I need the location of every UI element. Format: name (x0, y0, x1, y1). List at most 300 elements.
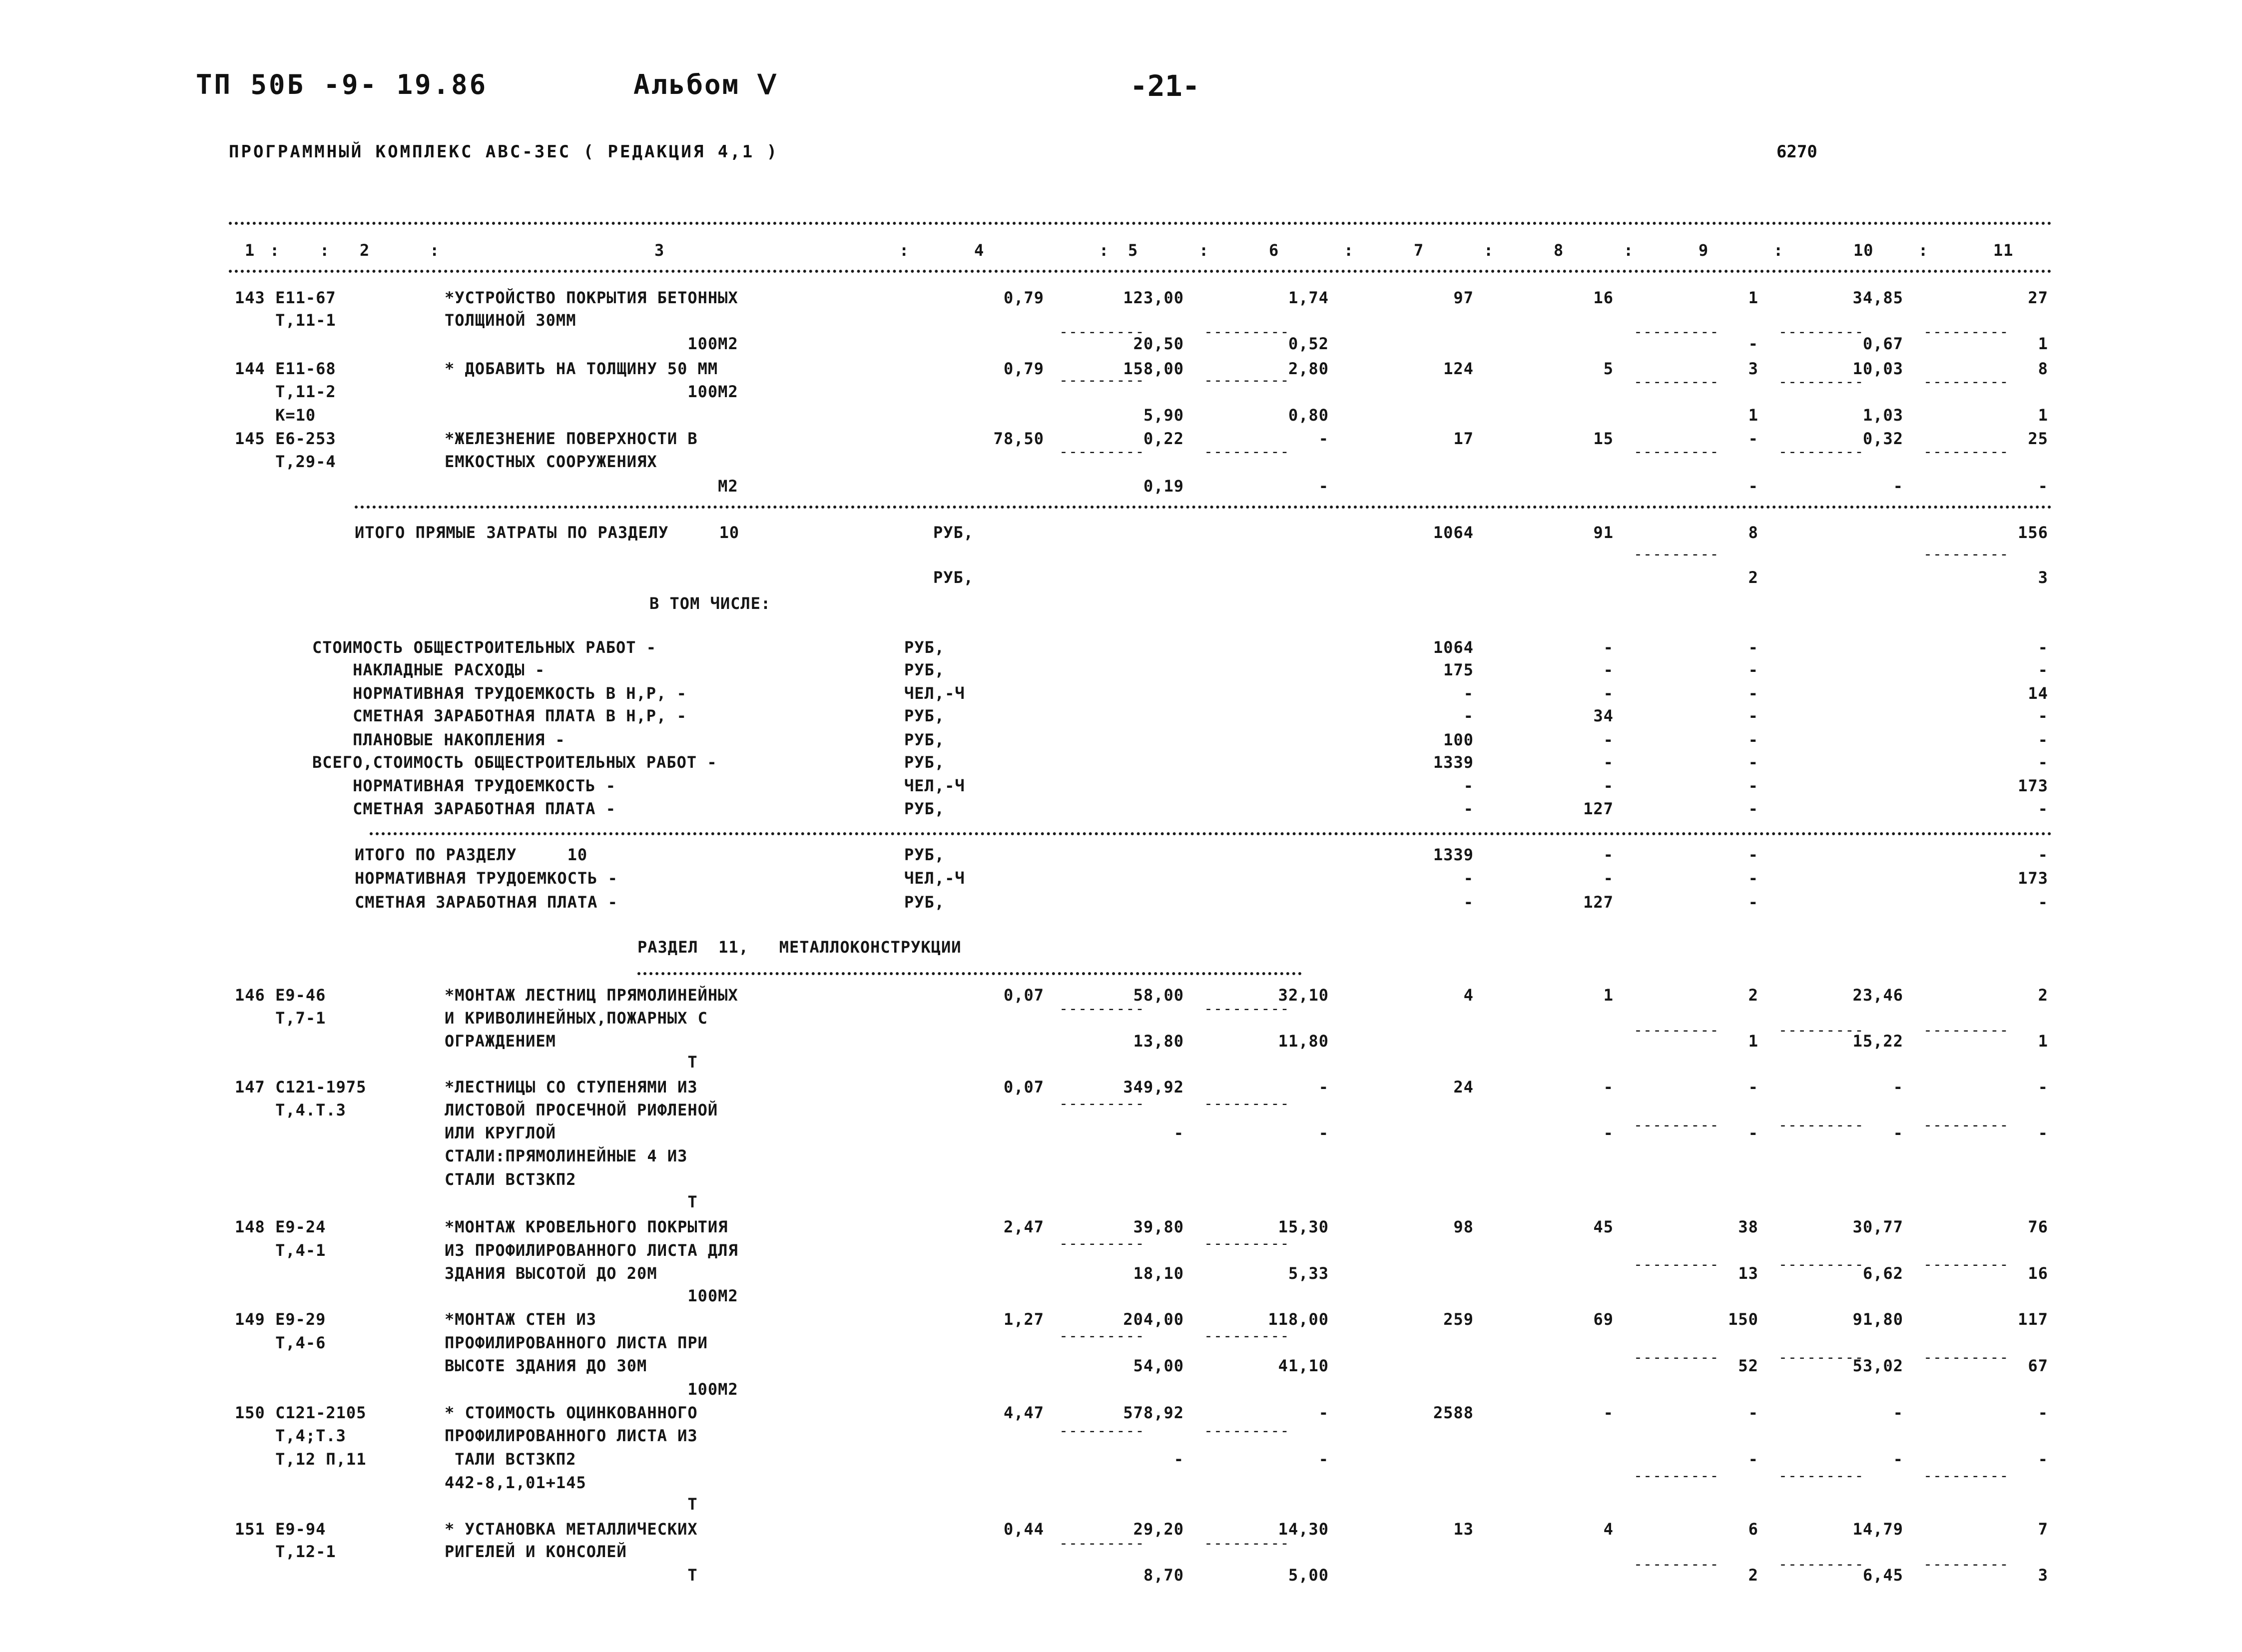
row-value-c10: - (1893, 477, 1903, 496)
breakdown-c7: - (1463, 776, 1474, 795)
row-description: Т (445, 1192, 698, 1211)
row-value-c9: - (1748, 1123, 1758, 1142)
breakdown-c7: 1064 (1433, 638, 1474, 657)
row-description: ИЗ ПРОФИЛИРОВАННОГО ЛИСТА ДЛЯ (445, 1241, 738, 1260)
row-description: 100М2 (445, 334, 738, 353)
table-top-rule (229, 222, 2052, 225)
breakdown-c8: 127 (1583, 799, 1614, 818)
row-value-c5: 5,90 (1143, 406, 1184, 425)
row-value-c4: 0,79 (1003, 359, 1044, 378)
row-value-c6: - (1318, 1403, 1329, 1422)
row-description: ЗДАНИЯ ВЫСОТОЙ ДО 20М (445, 1264, 657, 1283)
row-value-c11: 25 (2028, 429, 2048, 448)
row-description: М2 (445, 477, 738, 496)
subtotal-dash: --------- (1634, 1471, 1719, 1481)
breakdown-rule (370, 832, 2052, 835)
row-value-c10: 34,85 (1852, 288, 1903, 307)
breakdown-label: СМЕТНАЯ ЗАРАБОТНАЯ ПЛАТА В Н,Р, - (312, 706, 687, 725)
row-value-c4: 4,47 (1003, 1403, 1044, 1422)
row-value-c8: - (1603, 1403, 1614, 1422)
subtotal-dash: --------- (1204, 1539, 1290, 1549)
subtotal-dash: --------- (1634, 1120, 1719, 1130)
row-code: 150 С121-2105 (235, 1403, 367, 1422)
subtotal-dash: --------- (1923, 377, 2009, 387)
section-total-c9: - (1748, 893, 1758, 912)
row-value-c10: 1,03 (1862, 406, 1903, 425)
row-value-c9: 52 (1738, 1356, 1758, 1375)
row-value-c8: 69 (1593, 1310, 1614, 1329)
subtotal-dash: --------- (1204, 327, 1290, 337)
section-10-end-rule (355, 506, 2052, 509)
row-value-c6: - (1318, 477, 1329, 496)
row-value-c11: 1 (2038, 334, 2048, 353)
breakdown-label: ВСЕГО,СТОИМОСТЬ ОБЩЕСТРОИТЕЛЬНЫХ РАБОТ - (312, 753, 717, 772)
including-label: В ТОМ ЧИСЛЕ: (649, 594, 771, 613)
row-value-c7: 2588 (1433, 1403, 1474, 1422)
row-code: К=10 (235, 406, 316, 425)
subtotal-dash: --------- (1059, 327, 1145, 337)
breakdown-c8: - (1603, 684, 1614, 703)
row-code: Т,4.Т.3 (235, 1101, 346, 1119)
row-code: Т,7-1 (235, 1009, 326, 1028)
column-separator: : (899, 241, 910, 260)
row-code: 146 Е9-46 (235, 986, 326, 1005)
column-header-1: 1 (245, 241, 255, 260)
column-separator: : (1099, 241, 1110, 260)
sheet-number: 6270 (1776, 142, 1817, 162)
row-value-c5: 349,92 (1123, 1078, 1184, 1097)
subtotal-dash: --------- (1204, 1099, 1290, 1109)
totals-c11: 156 (2018, 523, 2048, 542)
breakdown-c7: - (1463, 799, 1474, 818)
breakdown-c9: - (1748, 753, 1758, 772)
row-value-c4: 0,07 (1003, 986, 1044, 1005)
subtotal-dash: --------- (1634, 377, 1719, 387)
row-value-c10: 6,45 (1862, 1566, 1903, 1585)
breakdown-label: СМЕТНАЯ ЗАРАБОТНАЯ ПЛАТА - (312, 799, 616, 818)
subtotal-dash: --------- (1204, 1426, 1290, 1436)
row-value-c7: 98 (1453, 1217, 1474, 1236)
row-value-c9: - (1748, 1403, 1758, 1422)
page-number: -21- (1130, 69, 1200, 103)
breakdown-c11: - (2038, 638, 2048, 657)
row-description: ИЛИ КРУГЛОЙ (445, 1123, 556, 1142)
subtotal-dash: --------- (1059, 1004, 1145, 1014)
row-value-c8: - (1603, 1078, 1614, 1097)
row-value-c8: 16 (1593, 288, 1614, 307)
column-header-rule (229, 270, 2052, 273)
row-value-c6: 2,80 (1288, 359, 1329, 378)
column-separator: : (1199, 241, 1209, 260)
section-total-unit: РУБ, (904, 893, 945, 912)
row-value-c6: 5,33 (1288, 1264, 1329, 1283)
row-description: ВЫСОТЕ ЗДАНИЯ ДО 30М (445, 1356, 647, 1375)
album-label: Альбом Ⅴ (633, 69, 778, 100)
row-value-c9: - (1748, 477, 1758, 496)
section-total-c8: - (1603, 869, 1614, 888)
subtotal-dash: --------- (1923, 327, 2009, 337)
section-total-c9: - (1748, 869, 1758, 888)
row-value-c9: 1 (1748, 288, 1758, 307)
subtotal-dash: --------- (1923, 1120, 2009, 1130)
column-separator: : (1484, 241, 1494, 260)
row-value-c9: 13 (1738, 1264, 1758, 1283)
row-value-c10: 15,22 (1852, 1032, 1903, 1051)
row-value-c11: 1 (2038, 406, 2048, 425)
row-value-c10: 10,03 (1852, 359, 1903, 378)
subtotal-dash: --------- (1923, 1471, 2009, 1481)
column-header-11: 11 (1993, 241, 2014, 260)
row-value-c6: 41,10 (1278, 1356, 1329, 1375)
subtotal-dash: --------- (1204, 1331, 1290, 1341)
row-value-c7: 13 (1453, 1520, 1474, 1539)
breakdown-c8: - (1603, 730, 1614, 749)
row-value-c5: 0,22 (1143, 429, 1184, 448)
subtotal-dash: --------- (1059, 1239, 1145, 1249)
row-value-c11: - (2038, 477, 2048, 496)
totals-label: ИТОГО ПРЯМЫЕ ЗАТРАТЫ ПО РАЗДЕЛУ 10 (355, 523, 740, 542)
section-total-c11: - (2038, 845, 2048, 864)
section-total-label: НОРМАТИВНАЯ ТРУДОЕМКОСТЬ - (355, 869, 618, 888)
row-code: Т,11-1 (235, 311, 336, 330)
breakdown-unit: РУБ, (904, 753, 945, 772)
row-value-c11: 67 (2028, 1356, 2048, 1375)
row-value-c11: 117 (2018, 1310, 2048, 1329)
section-total-c8: 127 (1583, 893, 1614, 912)
breakdown-c11: - (2038, 730, 2048, 749)
row-value-c7: 17 (1453, 429, 1474, 448)
row-value-c9: - (1748, 1450, 1758, 1469)
row-description: ПРОФИЛИРОВАННОГО ЛИСТА ИЗ (445, 1426, 698, 1445)
column-header-7: 7 (1414, 241, 1424, 260)
row-value-c10: 14,79 (1852, 1520, 1903, 1539)
row-description: СТАЛИ ВСТ3КП2 (445, 1170, 576, 1189)
row-description: *МОНТАЖ ЛЕСТНИЦ ПРЯМОЛИНЕЙНЫХ (445, 986, 738, 1005)
subtotal-dash: --------- (1923, 447, 2009, 457)
breakdown-c9: - (1748, 660, 1758, 679)
row-value-c11: 2 (2038, 986, 2048, 1005)
row-code: 143 Е11-67 (235, 288, 336, 307)
section-total-unit: ЧЕЛ,-Ч (904, 869, 965, 888)
breakdown-unit: РУБ, (904, 638, 945, 657)
subtotal-dash: --------- (1204, 1239, 1290, 1249)
row-description: *ЛЕСТНИЦЫ СО СТУПЕНЯМИ ИЗ (445, 1078, 698, 1097)
row-code: Т,12 П,11 (235, 1450, 367, 1469)
row-value-c10: 91,80 (1852, 1310, 1903, 1329)
row-value-c4: 1,27 (1003, 1310, 1044, 1329)
breakdown-c9: - (1748, 684, 1758, 703)
row-description: ЕМКОСТНЫХ СООРУЖЕНИЯХ (445, 452, 657, 471)
row-value-c10: 23,46 (1852, 986, 1903, 1005)
subtotal-dash: --------- (1778, 1120, 1864, 1130)
row-value-c7: 124 (1443, 359, 1474, 378)
totals-c9: 8 (1748, 523, 1758, 542)
row-value-c11: - (2038, 1123, 2048, 1142)
breakdown-c9: - (1748, 776, 1758, 795)
column-separator: : (1918, 241, 1929, 260)
row-value-c9: 1 (1748, 1032, 1758, 1051)
subtotal-dash: --------- (1634, 447, 1719, 457)
column-header-4: 4 (974, 241, 985, 260)
row-value-c8: 15 (1593, 429, 1614, 448)
row-code: 147 С121-1975 (235, 1078, 367, 1097)
column-header-2: 2 (360, 241, 370, 260)
section-total-c7: 1339 (1433, 845, 1474, 864)
column-separator: : (270, 241, 280, 260)
breakdown-unit: РУБ, (904, 799, 945, 818)
totals-unit: РУБ, (933, 523, 974, 542)
row-value-c7: 97 (1453, 288, 1474, 307)
section-total-c7: - (1463, 893, 1474, 912)
breakdown-unit: РУБ, (904, 706, 945, 725)
row-value-c7: 4 (1463, 986, 1474, 1005)
section-11-title: РАЗДЕЛ 11, МЕТАЛЛОКОНСТРУКЦИИ (637, 938, 962, 957)
row-value-c5: 578,92 (1123, 1403, 1184, 1422)
breakdown-c11: 173 (2018, 776, 2048, 795)
row-value-c10: 30,77 (1852, 1217, 1903, 1236)
breakdown-label: НАКЛАДНЫЕ РАСХОДЫ - (312, 660, 546, 679)
breakdown-c7: 175 (1443, 660, 1474, 679)
row-value-c6: 5,00 (1288, 1566, 1329, 1585)
row-value-c5: 0,19 (1143, 477, 1184, 496)
row-value-c6: 118,00 (1268, 1310, 1329, 1329)
row-value-c6: 0,80 (1288, 406, 1329, 425)
row-value-c8: 1 (1603, 986, 1614, 1005)
row-value-c4: 78,50 (993, 429, 1044, 448)
row-value-c10: - (1893, 1450, 1903, 1469)
row-code: Т,4-1 (235, 1241, 326, 1260)
row-description: 442-8,1,01+145 (445, 1473, 586, 1492)
row-value-c6: - (1318, 1450, 1329, 1469)
row-description: 100М2 (445, 1380, 738, 1399)
breakdown-c11: - (2038, 753, 2048, 772)
row-value-c6: 1,74 (1288, 288, 1329, 307)
subtotal-dash: --------- (1204, 447, 1290, 457)
breakdown-label: ПЛАНОВЫЕ НАКОПЛЕНИЯ - (312, 730, 565, 749)
row-code: Т,4;Т.3 (235, 1426, 346, 1445)
totals-c8: 91 (1593, 523, 1614, 542)
breakdown-unit: ЧЕЛ,-Ч (904, 684, 965, 703)
row-value-c11: - (2038, 1078, 2048, 1097)
subtotal-dash: --------- (1059, 1426, 1145, 1436)
section-11-underline (637, 972, 1302, 975)
program-title: ПРОГРАММНЫЙ КОМПЛЕКС АВС-3ЕС ( РЕДАКЦИЯ 4,1 ) (229, 142, 779, 162)
column-header-9: 9 (1698, 241, 1709, 260)
subtotal-dash: --------- (1778, 447, 1864, 457)
breakdown-unit: РУБ, (904, 660, 945, 679)
section-total-c11: 173 (2018, 869, 2048, 888)
row-value-c10: - (1893, 1123, 1903, 1142)
breakdown-c8: - (1603, 638, 1614, 657)
row-value-c5: - (1173, 1123, 1184, 1142)
row-value-c11: 1 (2038, 1032, 2048, 1051)
subtotal-dash: --------- (1204, 376, 1290, 386)
row-value-c11: 3 (2038, 1566, 2048, 1585)
row-value-c5: 39,80 (1133, 1217, 1184, 1236)
row-value-c6: 11,80 (1278, 1032, 1329, 1051)
subtotal-dash: --------- (1059, 1331, 1145, 1341)
row-value-c5: 158,00 (1123, 359, 1184, 378)
row-value-c10: 6,62 (1862, 1264, 1903, 1283)
totals-c9b: 2 (1748, 568, 1758, 587)
row-value-c5: 18,10 (1133, 1264, 1184, 1283)
breakdown-unit: РУБ, (904, 730, 945, 749)
row-value-c9: - (1748, 334, 1758, 353)
subtotal-dash: --------- (1778, 1471, 1864, 1481)
row-description: Т (445, 1566, 698, 1585)
column-header-3: 3 (654, 241, 665, 260)
subtotal-dash: --------- (1778, 377, 1864, 387)
subtotal-dash: --------- (1923, 1260, 2009, 1270)
row-description: ЛИСТОВОЙ ПРОСЕЧНОЙ РИФЛЕНОЙ (445, 1101, 718, 1119)
row-value-c4: 0,44 (1003, 1520, 1044, 1539)
totals-c11b: 3 (2038, 568, 2048, 587)
row-value-c5: 204,00 (1123, 1310, 1184, 1329)
row-description: СТАЛИ:ПРЯМОЛИНЕЙНЫЕ 4 ИЗ (445, 1146, 688, 1165)
row-value-c5: 20,50 (1133, 334, 1184, 353)
subtotal-dash: --------- (1923, 1560, 2009, 1570)
row-description: ТОЛЩИНОЙ 30ММ (445, 311, 576, 330)
row-value-c8: - (1603, 1123, 1614, 1142)
section-total-c7: - (1463, 869, 1474, 888)
subtotal-dash: --------- (1778, 1026, 1864, 1036)
column-header-5: 5 (1128, 241, 1138, 260)
subtotal-dash: --------- (1634, 550, 1719, 559)
row-description: *МОНТАЖ КРОВЕЛЬНОГО ПОКРЫТИЯ (445, 1217, 728, 1236)
row-description: * ДОБАВИТЬ НА ТОЛЩИНУ 50 ММ (445, 359, 718, 378)
row-description: 100М2 (445, 382, 738, 401)
row-value-c9: 2 (1748, 1566, 1758, 1585)
row-value-c5: 13,80 (1133, 1032, 1184, 1051)
breakdown-c11: 14 (2028, 684, 2048, 703)
row-description: Т (445, 1495, 698, 1514)
row-description: И КРИВОЛИНЕЙНЫХ,ПОЖАРНЫХ С (445, 1009, 708, 1028)
row-code: Т,12-1 (235, 1542, 336, 1561)
row-value-c6: 32,10 (1278, 986, 1329, 1005)
row-description: *МОНТАЖ СТЕН ИЗ (445, 1310, 596, 1329)
row-description: ОГРАЖДЕНИЕМ (445, 1032, 556, 1051)
row-description: РИГЕЛЕЙ И КОНСОЛЕЙ (445, 1542, 627, 1561)
row-value-c9: - (1748, 429, 1758, 448)
column-header-6: 6 (1269, 241, 1279, 260)
row-code: 149 Е9-29 (235, 1310, 326, 1329)
column-separator: : (430, 241, 440, 260)
breakdown-label: СТОИМОСТЬ ОБЩЕСТРОИТЕЛЬНЫХ РАБОТ - (312, 638, 657, 657)
breakdown-unit: ЧЕЛ,-Ч (904, 776, 965, 795)
breakdown-c7: 100 (1443, 730, 1474, 749)
row-value-c7: 24 (1453, 1078, 1474, 1097)
breakdown-c9: - (1748, 638, 1758, 657)
column-header-8: 8 (1554, 241, 1564, 260)
subtotal-dash: --------- (1634, 1353, 1719, 1363)
row-value-c9: 6 (1748, 1520, 1758, 1539)
row-value-c11: - (2038, 1403, 2048, 1422)
row-value-c9: 150 (1728, 1310, 1758, 1329)
breakdown-c8: - (1603, 753, 1614, 772)
subtotal-dash: --------- (1923, 1353, 2009, 1363)
row-value-c11: 7 (2038, 1520, 2048, 1539)
section-total-label: ИТОГО ПО РАЗДЕЛУ 10 (355, 845, 588, 864)
row-value-c11: - (2038, 1450, 2048, 1469)
breakdown-c9: - (1748, 706, 1758, 725)
row-value-c8: 4 (1603, 1520, 1614, 1539)
breakdown-c11: - (2038, 660, 2048, 679)
row-value-c5: 58,00 (1133, 986, 1184, 1005)
row-code: 151 Е9-94 (235, 1520, 326, 1539)
subtotal-dash: --------- (1778, 327, 1864, 337)
row-value-c11: 16 (2028, 1264, 2048, 1283)
breakdown-label: НОРМАТИВНАЯ ТРУДОЕМКОСТЬ В Н,Р, - (312, 684, 687, 703)
row-value-c6: 15,30 (1278, 1217, 1329, 1236)
row-value-c10: 0,67 (1862, 334, 1903, 353)
row-value-c11: 27 (2028, 288, 2048, 307)
row-value-c10: 53,02 (1852, 1356, 1903, 1375)
section-total-c11: - (2038, 893, 2048, 912)
row-value-c9: 3 (1748, 359, 1758, 378)
row-code: Т,4-6 (235, 1333, 326, 1352)
row-value-c9: 38 (1738, 1217, 1758, 1236)
row-description: *УСТРОЙСТВО ПОКРЫТИЯ БЕТОННЫХ (445, 288, 738, 307)
document-code: ТП 50Б -9- 19.86 (196, 69, 488, 100)
row-value-c11: 76 (2028, 1217, 2048, 1236)
row-value-c6: 14,30 (1278, 1520, 1329, 1539)
breakdown-c11: - (2038, 706, 2048, 725)
row-code: Т,29-4 (235, 452, 336, 471)
row-code: 148 Е9-24 (235, 1217, 326, 1236)
subtotal-dash: --------- (1634, 1260, 1719, 1270)
breakdown-c11: - (2038, 799, 2048, 818)
row-value-c4: 2,47 (1003, 1217, 1044, 1236)
breakdown-c7: - (1463, 684, 1474, 703)
subtotal-dash: --------- (1059, 447, 1145, 457)
row-code: 145 Е6-253 (235, 429, 336, 448)
row-value-c8: 5 (1603, 359, 1614, 378)
subtotal-dash: --------- (1778, 1560, 1864, 1570)
row-description: * УСТАНОВКА МЕТАЛЛИЧЕСКИХ (445, 1520, 698, 1539)
row-value-c6: - (1318, 1123, 1329, 1142)
subtotal-dash: --------- (1778, 1353, 1864, 1363)
row-code: Т,11-2 (235, 382, 336, 401)
breakdown-c8: 34 (1593, 706, 1614, 725)
row-value-c9: 2 (1748, 986, 1758, 1005)
column-header-10: 10 (1853, 241, 1874, 260)
row-value-c5: 8,70 (1143, 1566, 1184, 1585)
subtotal-dash: --------- (1634, 1560, 1719, 1570)
row-value-c6: - (1318, 1078, 1329, 1097)
breakdown-c9: - (1748, 730, 1758, 749)
row-description: * СТОИМОСТЬ ОЦИНКОВАННОГО (445, 1403, 698, 1422)
subtotal-dash: --------- (1059, 1539, 1145, 1549)
subtotal-dash: --------- (1923, 550, 2009, 559)
row-value-c4: 0,07 (1003, 1078, 1044, 1097)
row-description: 100М2 (445, 1286, 738, 1305)
breakdown-c8: - (1603, 776, 1614, 795)
subtotal-dash: --------- (1634, 1026, 1719, 1036)
section-total-unit: РУБ, (904, 845, 945, 864)
row-value-c4: 0,79 (1003, 288, 1044, 307)
subtotal-dash: --------- (1059, 1099, 1145, 1109)
subtotal-dash: --------- (1923, 1026, 2009, 1036)
row-description: Т (445, 1053, 698, 1072)
section-total-c9: - (1748, 845, 1758, 864)
column-separator: : (1624, 241, 1634, 260)
row-value-c10: 0,32 (1862, 429, 1903, 448)
breakdown-c9: - (1748, 799, 1758, 818)
row-description: ТАЛИ ВСТ3КП2 (445, 1450, 576, 1469)
row-code: 144 Е11-68 (235, 359, 336, 378)
breakdown-c7: 1339 (1433, 753, 1474, 772)
row-description: ПРОФИЛИРОВАННОГО ЛИСТА ПРИ (445, 1333, 708, 1352)
